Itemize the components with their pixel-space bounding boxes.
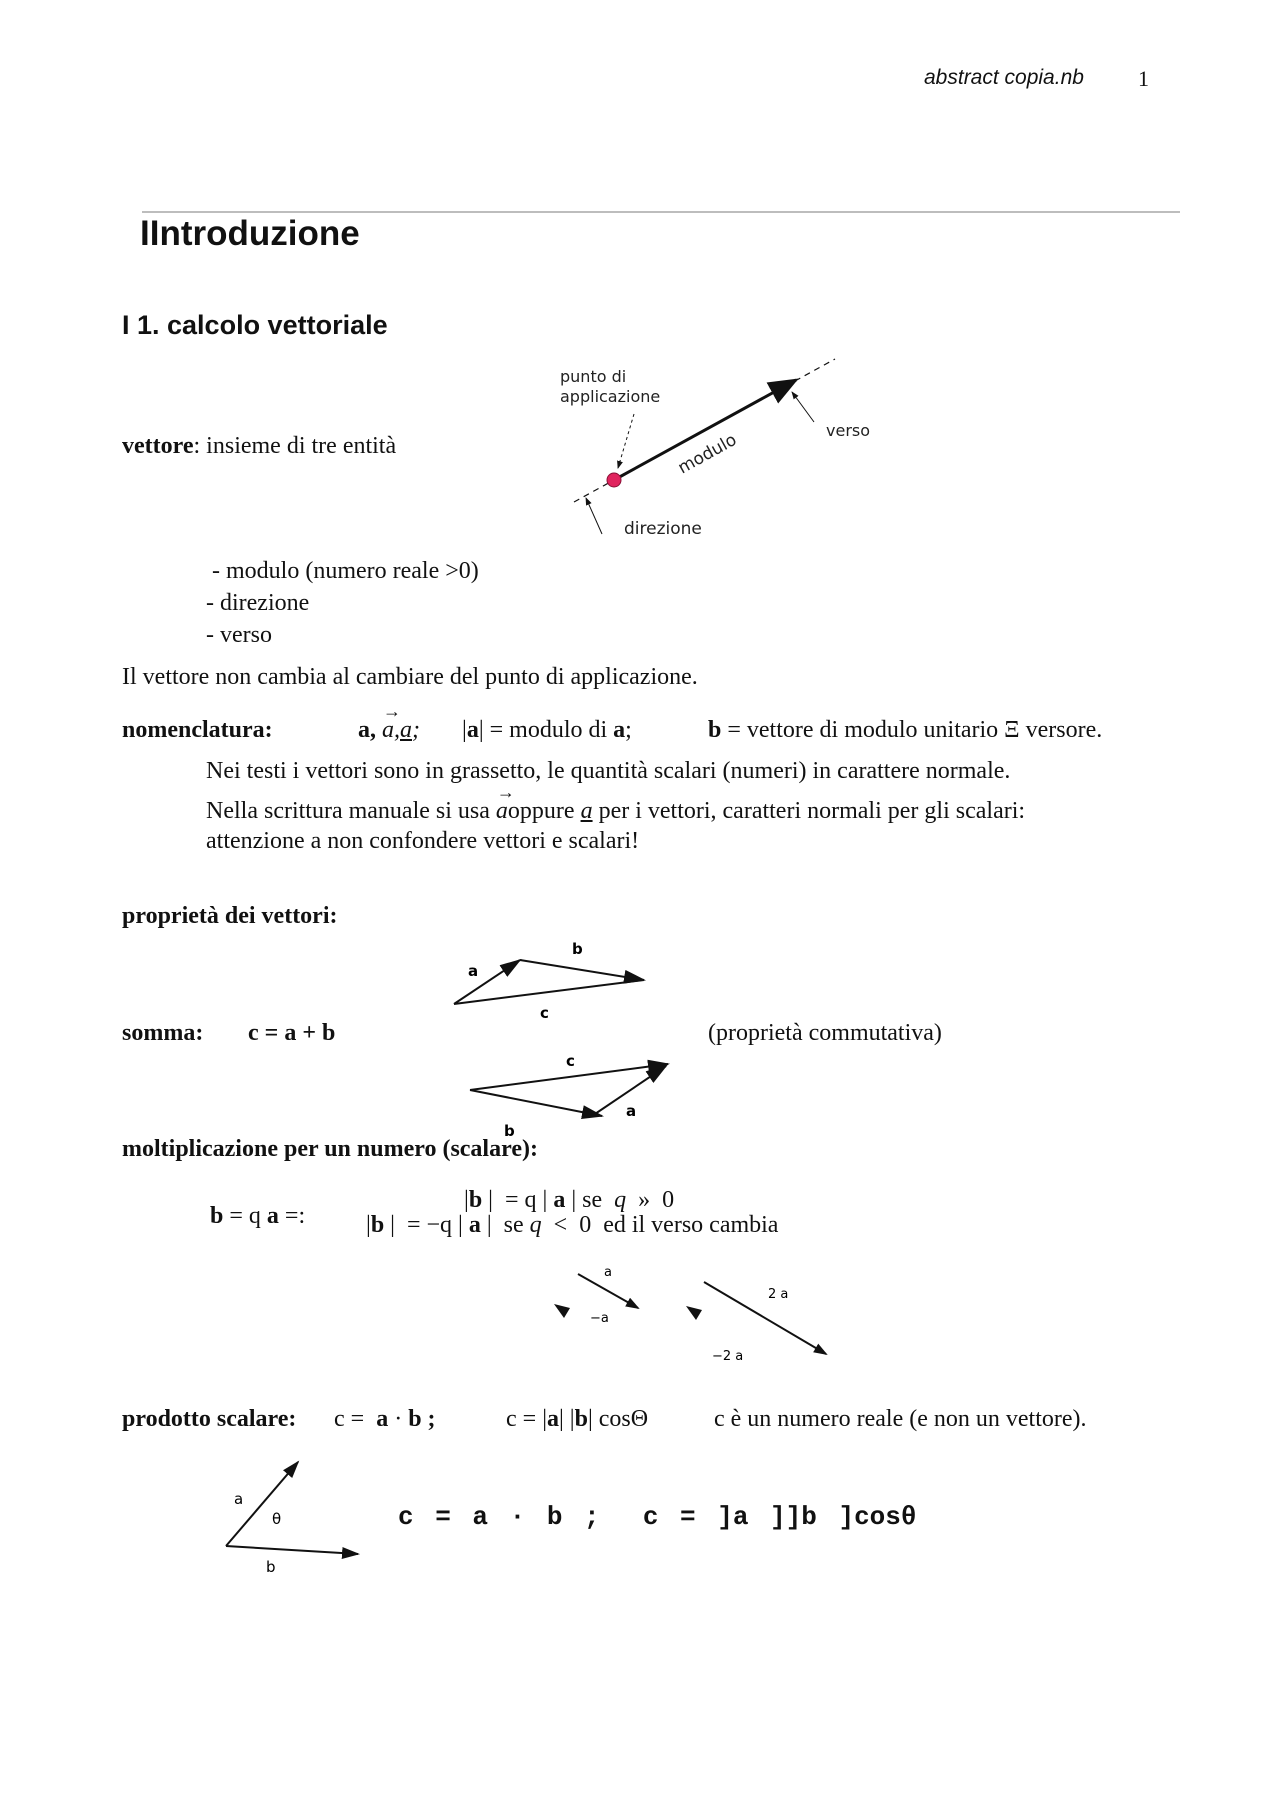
label-c: c (566, 1052, 575, 1070)
multiplication-case-positive: |b | = q | a | se q » 0 (464, 1187, 675, 1213)
sum-figure-bottom (460, 1044, 680, 1138)
moltiplicazione-title: moltiplicazione per un numero (scalare): (122, 1136, 538, 1162)
pointer-direzione (586, 498, 602, 534)
nomenclatura-line-3: attenzione a non confondere vettori e scalari! (206, 828, 640, 854)
multiplication-case-negative: |b | = −q | a | se q < 0 ed il verso cambia (366, 1212, 779, 1238)
vector-arrow-icon: → (383, 701, 401, 721)
multiplication-lhs: b = q a =: (210, 1203, 306, 1229)
list-item-direzione: - direzione (206, 590, 310, 616)
chapter-rule (142, 211, 1180, 213)
vector-anatomy-figure (560, 356, 871, 546)
vettore-definition (122, 433, 396, 460)
commutativa-note: (proprietà commutativa) (708, 1020, 942, 1046)
prodotto-formula-1: c = a · b ; (334, 1406, 436, 1432)
symbol-a-vector-2: → a (495, 782, 515, 824)
label-b: b (266, 1558, 276, 1576)
nomenclatura-line-2: Nella scrittura manuale si usa → aoppure a per i vettori, caratteri normali per gli scalari: (206, 782, 1026, 824)
application-point (607, 473, 621, 487)
nomenclatura-modulus: |a| = modulo di a; (462, 717, 632, 743)
prodotto-formula-2: c = |a| |b| cosΘ (506, 1406, 649, 1432)
vector-c-line (454, 980, 644, 1004)
header-filename: abstract copia.nb (924, 66, 1084, 89)
vettore-note: Il vettore non cambia al cambiare del punto di applicazione. (122, 664, 698, 690)
nomenclatura-line-1: Nei testi i vettori sono in grassetto, le quantità scalari (numeri) in carattere normale. (206, 758, 1011, 784)
prodotto-label: prodotto scalare: (122, 1406, 297, 1432)
label-b: b (504, 1122, 515, 1140)
nomenclatura-symbols: a, → a,a; (358, 701, 420, 743)
vector-neg-2a-head (686, 1306, 702, 1320)
list-item-verso: - verso (206, 622, 272, 648)
prodotto-remark: c è un numero reale (e non un vettore). (714, 1406, 1087, 1432)
label-punto-di: punto di (560, 367, 627, 386)
somma-formula: c = a + b (248, 1020, 336, 1046)
label-neg-2a: −2 a (712, 1349, 744, 1364)
proprieta-title: proprietà dei vettori: (122, 903, 338, 929)
pointer-application (618, 414, 634, 468)
label-applicazione: applicazione (560, 387, 661, 406)
dot-product-figure (214, 1454, 364, 1574)
symbol-a-underlined: a (400, 717, 412, 743)
label-verso: verso (826, 421, 871, 440)
label-b: b (572, 940, 583, 958)
label-modulo: modulo (674, 430, 741, 479)
list-item-modulo: - modulo (numero reale >0) (206, 558, 479, 584)
chapter-title: IIntroduzione (140, 214, 360, 253)
vector-neg-a-head (554, 1304, 570, 1318)
prodotto-mono-formula: c = a · b ; c = ]a ]]b ]cosθ (398, 1502, 917, 1532)
page-number: 1 (1138, 66, 1149, 91)
label-direzione: direzione (624, 519, 702, 539)
label-c: c (540, 1004, 549, 1022)
label-a: a (468, 962, 479, 980)
pointer-verso (792, 392, 814, 422)
label-a: a (604, 1265, 612, 1280)
sum-figure-top (440, 928, 660, 1022)
label-neg-a: −a (590, 1311, 609, 1326)
somma-label: somma: (122, 1020, 204, 1046)
label-theta: θ (272, 1510, 282, 1528)
label-a: a (626, 1102, 637, 1120)
vector-b-arrow (226, 1546, 358, 1554)
label-a: a (234, 1490, 244, 1508)
symbol-a-bold: a, (358, 717, 376, 743)
vettore-term: vettore (122, 433, 194, 459)
scalar-multiplication-figure (540, 1262, 840, 1372)
vector-b-arrow (520, 960, 644, 980)
section-title: I 1. calcolo vettoriale (122, 310, 388, 340)
symbol-a-vector: → a, (382, 701, 401, 743)
vector-2a-arrow (704, 1282, 826, 1354)
nomenclatura-versore: b = vettore di modulo unitario Ξ versore. (708, 717, 1103, 743)
vector-arrow-icon: → (496, 782, 515, 802)
direction-dashed-line-right (795, 359, 835, 381)
nomenclatura-term: nomenclatura: (122, 717, 273, 743)
vector-b-arrow (470, 1090, 602, 1116)
vettore-definition-text: : insieme di tre entità (193, 433, 397, 459)
label-2a: 2 a (768, 1287, 789, 1302)
